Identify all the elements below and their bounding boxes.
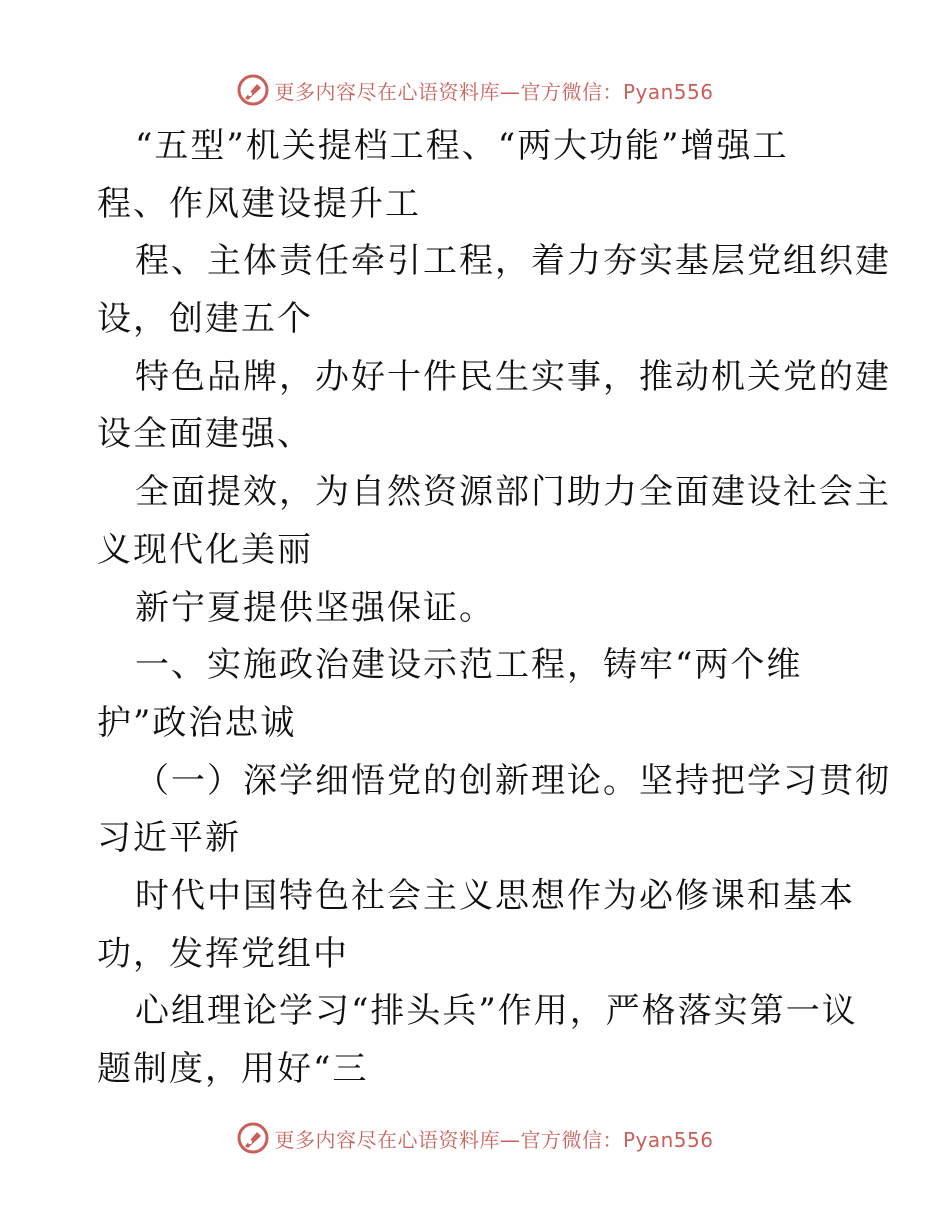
text-line: 设，创建五个 bbox=[97, 299, 313, 340]
text-line: 功，发挥党组中 bbox=[97, 933, 349, 974]
text-line: 程、主体责任牵引工程，着力夯实基层党组织建 bbox=[135, 241, 891, 282]
pen-nib-circle-icon bbox=[236, 1121, 270, 1155]
text-line: 程、作风建设提升工 bbox=[97, 183, 421, 224]
header-banner bbox=[0, 70, 950, 110]
text-line: 题制度，用好“三 bbox=[97, 1049, 369, 1089]
banner-text: 更多内容尽在心语资料库—官方微信：Pyan556 bbox=[274, 79, 714, 104]
text-line: “五型”机关提档工程、“两大功能”增强工 bbox=[135, 126, 789, 166]
text-line: （一）深学细悟党的创新理论。坚持把学习贯彻 bbox=[135, 760, 891, 801]
text-line: 全面提效，为自然资源部门助力全面建设社会主 bbox=[135, 472, 891, 513]
section-heading-line: 一、实施政治建设示范工程，铸牢“两个维 bbox=[135, 645, 803, 686]
banner-text: 更多内容尽在心语资料库—官方微信：Pyan556 bbox=[274, 1127, 714, 1152]
text-line: 义现代化美丽 bbox=[97, 529, 313, 570]
text-line: 时代中国特色社会主义思想作为必修课和基本 bbox=[135, 875, 855, 916]
text-line: 心组理论学习“排头兵”作用，严格落实第一议 bbox=[135, 991, 858, 1032]
text-line: 新宁夏提供坚强保证。 bbox=[135, 587, 495, 628]
text-line: 习近平新 bbox=[97, 818, 241, 859]
document-body bbox=[97, 118, 891, 1099]
footer-banner bbox=[0, 1118, 950, 1158]
pen-nib-circle-icon bbox=[236, 73, 270, 107]
text-line: 特色品牌，办好十件民生实事，推动机关党的建 bbox=[135, 356, 891, 397]
section-heading-line: 护”政治忠诚 bbox=[97, 702, 297, 743]
text-line: 设全面建强、 bbox=[97, 414, 313, 455]
